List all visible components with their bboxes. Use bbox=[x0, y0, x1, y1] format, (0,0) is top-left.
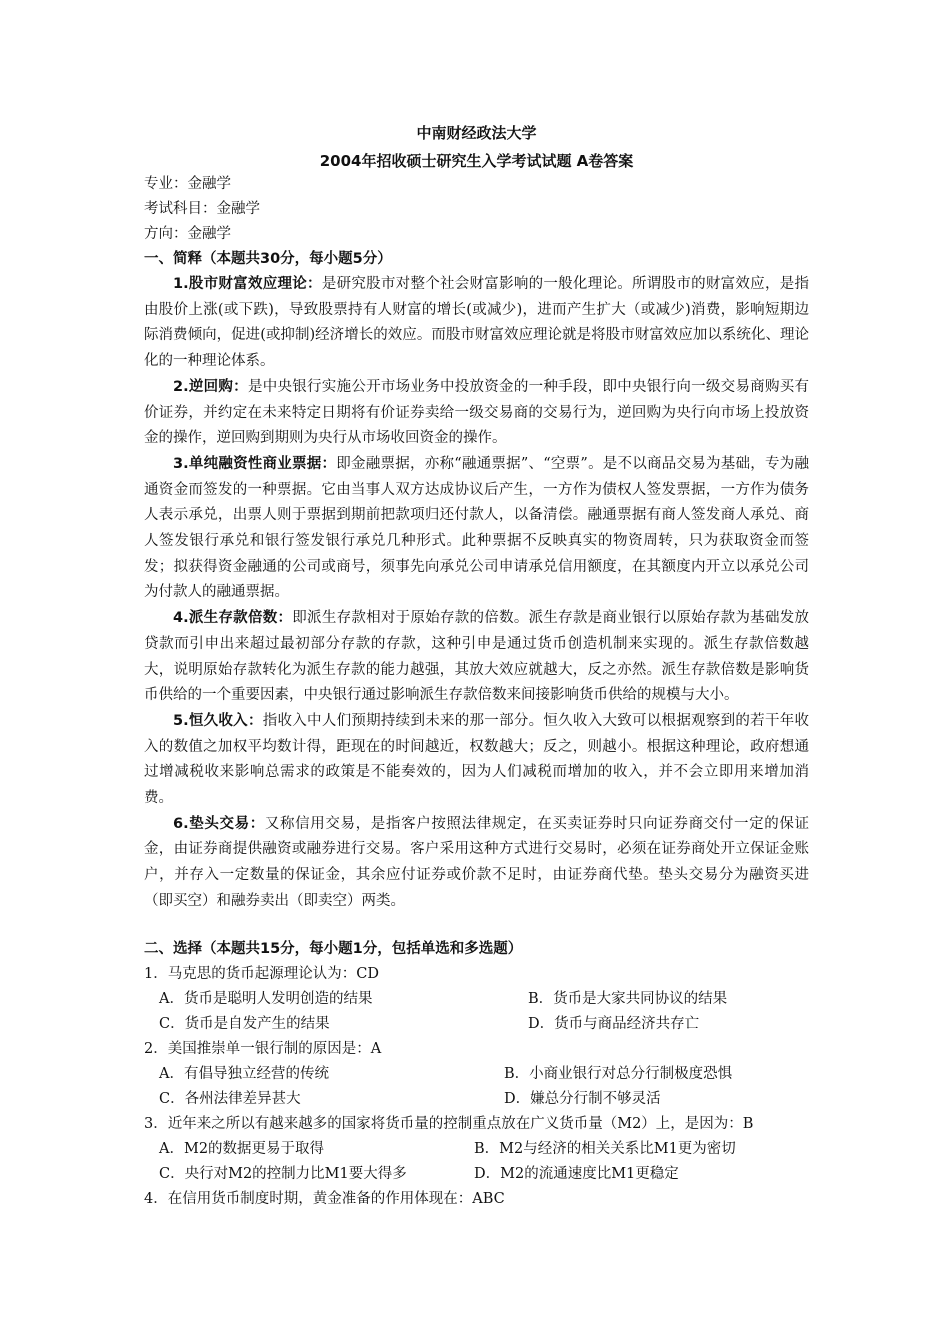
document-page bbox=[144, 122, 809, 1212]
definition-item bbox=[144, 812, 809, 915]
definition-text: 即派生存款相对于原始存款的倍数。派生存款是商业银行以原始存款为基础发放贷款而引申出来超过最初部分存款的存款，这种引申是通过货币创造机制来实现的。派生存款倍数越大，说明原始存款转化为派生存款的能力越强，其放大效应就越大，反之亦然。派生存款倍数是影响货币供给的一个重要因素，中央银行通过影响派生存款倍数来间接影响货币供给的规模与大小。 bbox=[144, 610, 809, 704]
definition-term: 2.逆回购： bbox=[173, 378, 248, 395]
option-b: B．货币是大家共同协议的结果 bbox=[528, 990, 728, 1007]
spacer bbox=[144, 915, 809, 937]
definition-term: 4.派生存款倍数： bbox=[173, 610, 293, 627]
section-1-heading: 一、简释（本题共30分，每小题5分） bbox=[144, 251, 392, 267]
university-title: 中南财经政法大学 bbox=[416, 124, 537, 142]
option-a: A．有倡导独立经营的传统 bbox=[159, 1065, 329, 1082]
option-row bbox=[144, 1012, 809, 1037]
definition-text: 是中央银行实施公开市场业务中投放资金的一种手段，即中央银行向一级交易商购买有价证券，并约定在未来特定日期将有价证券卖给一级交易商的交易行为，逆回购为央行向市场上投放资金的操作，逆回购到期则为央行从市场收回资金的操作。 bbox=[144, 378, 809, 447]
option-row bbox=[144, 1137, 809, 1162]
definition-term: 1.股市财富效应理论： bbox=[173, 276, 322, 292]
option-d: D．嫌总分行制不够灵活 bbox=[504, 1090, 661, 1107]
option-c: C．央行对M2的控制力比M1要大得多 bbox=[159, 1165, 407, 1182]
option-b: B．M2与经济的相关关系比M1更为密切 bbox=[474, 1140, 736, 1157]
question-stem: 1．马克思的货币起源理论认为：CD bbox=[144, 965, 379, 982]
definition-item bbox=[144, 272, 809, 375]
definition-term: 6.垫头交易： bbox=[173, 815, 265, 832]
option-row bbox=[144, 1162, 809, 1187]
option-c: C．各州法律差异甚大 bbox=[159, 1090, 301, 1107]
definition-item bbox=[144, 452, 809, 606]
option-d: D．M2的流通速度比M1更稳定 bbox=[474, 1165, 679, 1182]
direction-line: 方向：金融学 bbox=[144, 226, 231, 242]
exam-title: 2004年招收硕士研究生入学考试试题 A卷答案 bbox=[319, 152, 634, 170]
definition-item bbox=[144, 709, 809, 812]
definition-term: 5.恒久收入： bbox=[173, 712, 263, 729]
definition-text: 又称信用交易，是指客户按照法律规定，在买卖证券时只向证券商交付一定的保证金，由证券商提供融资或融券进行交易。客户采用这种方式进行交易时，必须在证券商处开立保证金账户，并存入一定数量的保证金，其余应付证券或价款不足时，由证券商代垫。垫头交易分为融资买进（即买空）和融券卖出（即卖空）两类。 bbox=[144, 815, 809, 909]
subject-line: 考试科目：金融学 bbox=[144, 201, 260, 217]
definition-text: 是研究股市对整个社会财富影响的一般化理论。所谓股市的财富效应，是指由股价上涨(或下跌)，导致股票持有人财富的增长(或减少)，进而产生扩大（或减少)消费，影响短期边际消费倾向，促进(或抑制)经济增长的效应。而股市财富效应理论就是将股市财富效应加以系统化、理论化的一种理论体系。 bbox=[144, 276, 809, 370]
question-stem: 2．美国推崇单一银行制的原因是：A bbox=[144, 1040, 382, 1057]
option-c: C．货币是自发产生的结果 bbox=[159, 1015, 330, 1032]
option-row bbox=[144, 1087, 809, 1112]
option-row bbox=[144, 987, 809, 1012]
option-a: A．M2的数据更易于取得 bbox=[159, 1140, 325, 1157]
option-row bbox=[144, 1062, 809, 1087]
option-d: D．货币与商品经济共存亡 bbox=[528, 1015, 700, 1032]
definition-text: 即金融票据，亦称“融通票据”、“空票”。是不以商品交易为基础，专为融通资金而签发的一种票据。它由当事人双方达成协议后产生，一方作为债权人签发票据，一方作为债务人表示承兑，出票人则于票据到期前把款项归还付款人，以备清偿。融通票据有商人签发商人承兑、商人签发银行承兑和银行签发银行承兑几种形式。此种票据不反映真实的物资周转，只为获取资金而签发；拟获得资金融通的公司或商号，须事先向承兑公司申请承兑信用额度，在其额度内开立以承兑公司为付款人的融通票据。 bbox=[144, 455, 809, 601]
definition-item bbox=[144, 375, 809, 452]
question-stem: 4．在信用货币制度时期，黄金准备的作用体现在：ABC bbox=[144, 1190, 505, 1207]
major-line: 专业：金融学 bbox=[144, 176, 231, 192]
option-b: B．小商业银行对总分行制极度恐惧 bbox=[504, 1065, 733, 1082]
definition-term: 3.单纯融资性商业票据： bbox=[173, 455, 337, 472]
question-stem: 3．近年来之所以有越来越多的国家将货币量的控制重点放在广义货币量（M2）上，是因为：B bbox=[144, 1115, 754, 1132]
option-a: A．货币是聪明人发明创造的结果 bbox=[159, 990, 373, 1007]
definition-item bbox=[144, 606, 809, 709]
definition-text: 指收入中人们预期持续到未来的那一部分。恒久收入大致可以根据观察到的若干年收入的数值之加权平均数计得，距现在的时间越近，权数越大；反之，则越小。根据这种理论，政府想通过增减税收来影响总需求的政策是不能奏效的，因为人们减税而增加的收入，并不会立即用来增加消费。 bbox=[144, 712, 809, 807]
section-2-heading: 二、选择（本题共15分，每小题1分，包括单选和多选题） bbox=[144, 940, 523, 957]
